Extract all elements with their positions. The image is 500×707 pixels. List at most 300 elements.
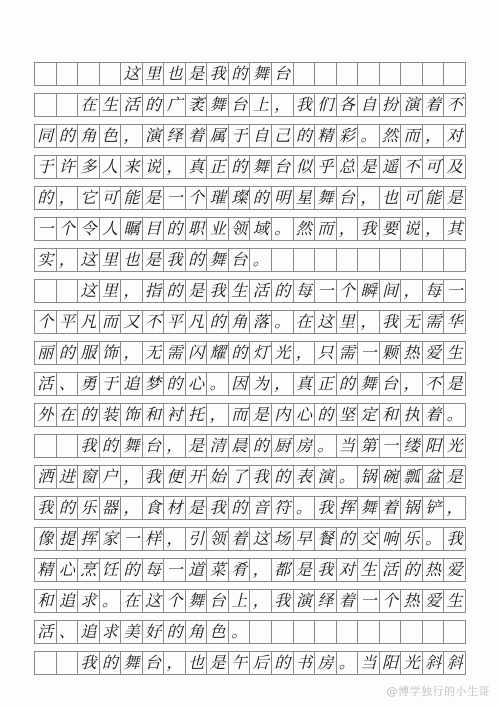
grid-cell: 一: [121, 528, 143, 550]
grid-cell: 于: [229, 125, 251, 147]
grid-cell: ，: [164, 156, 186, 178]
grid-cell: 舞: [121, 652, 143, 674]
grid-cell: 铲: [423, 497, 445, 519]
grid-cell: 可: [401, 187, 423, 209]
grid-cell: 的: [229, 497, 251, 519]
grid-cell: 璀: [207, 187, 229, 209]
grid-cell: 的: [229, 156, 251, 178]
grid-cell: [401, 249, 423, 271]
grid-cell: 它: [78, 187, 100, 209]
grid-cell: 而: [100, 311, 122, 333]
grid-cell: [358, 249, 380, 271]
grid-cell: ，: [423, 218, 445, 240]
grid-cell: 能: [423, 187, 445, 209]
grid-cell: 己: [272, 125, 294, 147]
grid-cell: 。: [272, 311, 294, 333]
grid-cell: [401, 621, 423, 643]
grid-cell: 响: [380, 528, 402, 550]
watermark: @博学独行的小生哥: [386, 685, 490, 698]
grid-cell: 心: [186, 373, 208, 395]
grid-cell: 不: [444, 94, 466, 116]
grid-cell: 我: [143, 466, 165, 488]
grid-cell: 也: [164, 63, 186, 85]
grid-cell: 台: [380, 373, 402, 395]
grid-cell: 烹: [78, 559, 100, 581]
grid-cell: 餐: [315, 528, 337, 550]
grid-cell: 是: [250, 404, 272, 426]
grid-cell: 演: [143, 125, 165, 147]
grid-cell: 。: [207, 373, 229, 395]
grid-cell: ，: [401, 280, 423, 302]
grid-cell: [337, 63, 359, 85]
grid-cell: 器: [100, 497, 122, 519]
grid-cell: 是: [186, 63, 208, 85]
grid-cell: 爱: [444, 559, 466, 581]
grid-cell: 求: [78, 590, 100, 612]
grid-cell: 真: [294, 373, 316, 395]
grid-cell: 其: [444, 218, 466, 240]
grid-cell: 无: [143, 342, 165, 364]
grid-cell: 能: [121, 187, 143, 209]
grid-cell: 活: [380, 559, 402, 581]
grid-cell: 在: [294, 311, 316, 333]
grid-cell: 又: [121, 311, 143, 333]
grid-cell: 彩: [337, 125, 359, 147]
grid-cell: 然: [294, 218, 316, 240]
grid-cell: 热: [401, 590, 423, 612]
grid-cell: 。: [294, 497, 316, 519]
grid-cell: 锅: [401, 497, 423, 519]
grid-cell: [380, 63, 402, 85]
grid-cell: 着: [186, 125, 208, 147]
grid-cell: 不: [143, 311, 165, 333]
grid-cell: 领: [229, 218, 251, 240]
grid-cell: 我: [78, 652, 100, 674]
grid-cell: 对: [444, 125, 466, 147]
grid-cell: 我: [207, 63, 229, 85]
grid-cell: 遥: [380, 156, 402, 178]
grid-cell: 衬: [164, 404, 186, 426]
grid-cell: [35, 280, 57, 302]
grid-cell: 美: [121, 621, 143, 643]
grid-cell: 的: [401, 559, 423, 581]
grid-cell: [423, 621, 445, 643]
grid-cell: 及: [444, 156, 466, 178]
grid-cell: [337, 621, 359, 643]
grid-cell: 活: [35, 373, 57, 395]
grid-cell: 颗: [380, 342, 402, 364]
grid-cell: 着: [423, 94, 445, 116]
grid-cell: 托: [186, 404, 208, 426]
grid-cell: 缕: [401, 435, 423, 457]
grid-cell: ，: [57, 187, 79, 209]
grid-cell: 我: [294, 94, 316, 116]
grid-cell: 道: [186, 559, 208, 581]
grid-cell: 而: [315, 218, 337, 240]
grid-cell: [315, 249, 337, 271]
grid-cell: 正: [207, 156, 229, 178]
grid-cell: 璨: [229, 187, 251, 209]
grid-cell: 着: [380, 497, 402, 519]
grid-cell: ，: [250, 559, 272, 581]
grid-cell: 我: [207, 280, 229, 302]
grid-cell: 活: [35, 621, 57, 643]
grid-cell: 一: [380, 435, 402, 457]
grid-cell: 的: [164, 280, 186, 302]
grid-cell: ，: [358, 187, 380, 209]
grid-cell: ，: [272, 94, 294, 116]
grid-cell: ，: [121, 466, 143, 488]
grid-cell: 是: [444, 187, 466, 209]
essay-line: [34, 651, 466, 675]
grid-cell: [57, 652, 79, 674]
grid-cell: 乐: [401, 528, 423, 550]
grid-cell: ，: [121, 497, 143, 519]
grid-cell: ，: [121, 280, 143, 302]
grid-cell: 。: [337, 466, 359, 488]
grid-cell: 乎: [315, 156, 337, 178]
grid-cell: 坚: [337, 404, 359, 426]
grid-cell: 角: [186, 621, 208, 643]
grid-cell: 追: [57, 590, 79, 612]
grid-cell: 这: [250, 528, 272, 550]
grid-cell: [250, 621, 272, 643]
grid-cell: 进: [57, 466, 79, 488]
grid-cell: 热: [401, 342, 423, 364]
grid-cell: 真: [186, 156, 208, 178]
grid-cell: 是: [186, 280, 208, 302]
grid-cell: 。: [272, 218, 294, 240]
grid-cell: 是: [143, 187, 165, 209]
grid-cell: 舞: [121, 435, 143, 457]
grid-cell: 符: [272, 497, 294, 519]
grid-cell: 上: [229, 590, 251, 612]
grid-cell: 厨: [272, 435, 294, 457]
grid-cell: 碗: [380, 466, 402, 488]
grid-cell: 是: [294, 559, 316, 581]
grid-cell: 光: [401, 652, 423, 674]
grid-cell: 晨: [229, 435, 251, 457]
grid-cell: 书: [294, 652, 316, 674]
grid-cell: 饪: [100, 559, 122, 581]
grid-cell: 广: [164, 94, 186, 116]
grid-cell: 当: [358, 652, 380, 674]
grid-cell: 和: [35, 590, 57, 612]
grid-cell: 绎: [164, 125, 186, 147]
grid-cell: 台: [229, 249, 251, 271]
essay-line: [34, 372, 466, 396]
grid-cell: 凡: [186, 311, 208, 333]
grid-cell: 开: [186, 466, 208, 488]
essay-line: [34, 465, 466, 489]
grid-cell: 我: [207, 497, 229, 519]
grid-cell: 个: [57, 218, 79, 240]
grid-cell: 爱: [423, 342, 445, 364]
grid-cell: 生: [444, 342, 466, 364]
grid-cell: 的: [100, 652, 122, 674]
grid-cell: 然: [380, 125, 402, 147]
grid-cell: 着: [423, 404, 445, 426]
grid-cell: [57, 435, 79, 457]
grid-cell: 一: [35, 218, 57, 240]
grid-cell: 服: [78, 342, 100, 364]
grid-cell: ，: [57, 249, 79, 271]
grid-cell: 也: [186, 652, 208, 674]
grid-cell: ，: [164, 528, 186, 550]
grid-cell: 是: [186, 497, 208, 519]
grid-cell: 个: [337, 280, 359, 302]
grid-paper: [34, 62, 466, 682]
grid-cell: 一: [358, 342, 380, 364]
grid-cell: [380, 249, 402, 271]
essay-line: [34, 620, 466, 644]
grid-cell: 个: [35, 311, 57, 333]
grid-cell: 午: [229, 652, 251, 674]
grid-cell: 像: [35, 528, 57, 550]
grid-cell: 职: [186, 218, 208, 240]
grid-cell: [100, 63, 122, 85]
grid-cell: [57, 280, 79, 302]
grid-cell: 材: [164, 497, 186, 519]
grid-cell: 对: [337, 559, 359, 581]
essay-line: [34, 434, 466, 458]
grid-cell: 舞: [250, 63, 272, 85]
grid-cell: [57, 94, 79, 116]
grid-cell: 房: [315, 652, 337, 674]
grid-cell: 瞩: [121, 218, 143, 240]
grid-cell: 里: [337, 311, 359, 333]
grid-cell: 活: [250, 280, 272, 302]
grid-cell: 个: [186, 187, 208, 209]
grid-cell: 明: [272, 187, 294, 209]
grid-cell: 执: [401, 404, 423, 426]
grid-cell: 属: [207, 125, 229, 147]
grid-cell: ，: [444, 497, 466, 519]
grid-cell: [444, 621, 466, 643]
grid-cell: 装: [100, 404, 122, 426]
grid-cell: [337, 249, 359, 271]
grid-cell: 。: [423, 528, 445, 550]
grid-cell: 舞: [250, 156, 272, 178]
grid-cell: 袤: [186, 94, 208, 116]
grid-cell: [380, 621, 402, 643]
grid-cell: 乐: [78, 497, 100, 519]
grid-cell: 食: [143, 497, 165, 519]
essay-line: [34, 403, 466, 427]
grid-cell: 我: [250, 466, 272, 488]
grid-cell: 于: [35, 156, 57, 178]
grid-cell: 瞬: [358, 280, 380, 302]
grid-cell: 指: [143, 280, 165, 302]
grid-cell: 洒: [35, 466, 57, 488]
grid-cell: 台: [337, 187, 359, 209]
grid-cell: 着: [337, 590, 359, 612]
grid-cell: 早: [294, 528, 316, 550]
grid-cell: 舞: [358, 373, 380, 395]
grid-cell: 这: [315, 311, 337, 333]
grid-cell: 一: [358, 590, 380, 612]
grid-cell: 的: [229, 63, 251, 85]
grid-cell: [294, 621, 316, 643]
grid-cell: 需: [423, 311, 445, 333]
grid-cell: 舞: [207, 249, 229, 271]
grid-cell: 似: [294, 156, 316, 178]
grid-cell: 便: [164, 466, 186, 488]
grid-cell: ，: [121, 342, 143, 364]
grid-cell: 我: [78, 435, 100, 457]
grid-cell: 个: [380, 590, 402, 612]
grid-cell: 的: [315, 404, 337, 426]
grid-cell: 台: [272, 63, 294, 85]
grid-cell: 自: [358, 94, 380, 116]
grid-cell: 菜: [207, 559, 229, 581]
grid-cell: 和: [143, 404, 165, 426]
grid-cell: 追: [121, 373, 143, 395]
essay-line: [34, 186, 466, 210]
grid-cell: 台: [143, 435, 165, 457]
grid-cell: 多: [78, 156, 100, 178]
grid-cell: 瓢: [401, 466, 423, 488]
grid-cell: [315, 63, 337, 85]
grid-cell: 清: [207, 435, 229, 457]
grid-cell: 勇: [78, 373, 100, 395]
grid-cell: 上: [250, 94, 272, 116]
grid-cell: 耀: [207, 342, 229, 364]
grid-cell: 一: [444, 280, 466, 302]
grid-cell: 领: [207, 528, 229, 550]
grid-cell: 内: [272, 404, 294, 426]
grid-cell: 说: [143, 156, 165, 178]
grid-cell: 里: [100, 280, 122, 302]
grid-cell: 色: [207, 621, 229, 643]
grid-cell: 来: [121, 156, 143, 178]
grid-cell: 的: [272, 652, 294, 674]
grid-cell: 的: [35, 187, 57, 209]
grid-cell: 扮: [380, 94, 402, 116]
grid-cell: [35, 435, 57, 457]
grid-cell: ，: [337, 218, 359, 240]
grid-cell: 第: [358, 435, 380, 457]
grid-cell: 的: [121, 559, 143, 581]
grid-cell: 的: [164, 218, 186, 240]
grid-cell: 一: [164, 187, 186, 209]
grid-cell: 房: [294, 435, 316, 457]
grid-cell: 我: [380, 311, 402, 333]
grid-cell: 于: [100, 373, 122, 395]
grid-cell: 平: [57, 311, 79, 333]
grid-cell: 。: [358, 125, 380, 147]
essay-line: [34, 279, 466, 303]
grid-cell: 落: [250, 311, 272, 333]
grid-cell: 华: [444, 311, 466, 333]
grid-cell: 肴: [229, 559, 251, 581]
grid-cell: 们: [315, 94, 337, 116]
grid-cell: 。: [444, 404, 466, 426]
grid-cell: 目: [143, 218, 165, 240]
grid-cell: ，: [272, 373, 294, 395]
grid-cell: 我: [35, 497, 57, 519]
grid-cell: ，: [401, 373, 423, 395]
grid-cell: 心: [294, 404, 316, 426]
grid-cell: 演: [315, 466, 337, 488]
grid-cell: 正: [315, 373, 337, 395]
grid-cell: 。: [100, 590, 122, 612]
grid-cell: 生: [444, 590, 466, 612]
grid-cell: 在: [121, 590, 143, 612]
essay-line: [34, 341, 466, 365]
grid-cell: 可: [100, 187, 122, 209]
grid-cell: 不: [423, 373, 445, 395]
grid-cell: 挥: [78, 528, 100, 550]
grid-cell: 的: [272, 466, 294, 488]
grid-cell: 斜: [444, 652, 466, 674]
grid-cell: 精: [35, 559, 57, 581]
grid-cell: 引: [186, 528, 208, 550]
essay-title-row: [34, 62, 466, 86]
grid-cell: 。: [315, 435, 337, 457]
grid-cell: 的: [250, 435, 272, 457]
grid-cell: [294, 63, 316, 85]
grid-cell: 闪: [186, 342, 208, 364]
grid-cell: 音: [250, 497, 272, 519]
grid-cell: ，: [294, 342, 316, 364]
grid-cell: 台: [207, 590, 229, 612]
grid-cell: 斜: [423, 652, 445, 674]
grid-cell: 我: [315, 497, 337, 519]
grid-cell: 人: [100, 218, 122, 240]
grid-cell: 生: [100, 94, 122, 116]
grid-cell: 锅: [358, 466, 380, 488]
grid-cell: 各: [337, 94, 359, 116]
grid-cell: 的: [57, 125, 79, 147]
grid-cell: 演: [401, 94, 423, 116]
grid-cell: 为: [250, 373, 272, 395]
grid-cell: ，: [207, 404, 229, 426]
grid-cell: 样: [143, 528, 165, 550]
grid-cell: [315, 621, 337, 643]
grid-cell: 每: [143, 559, 165, 581]
grid-cell: 同: [35, 125, 57, 147]
grid-cell: 心: [57, 559, 79, 581]
grid-cell: 。: [337, 652, 359, 674]
grid-cell: 提: [57, 528, 79, 550]
grid-cell: 的: [229, 342, 251, 364]
grid-cell: 盆: [423, 466, 445, 488]
grid-cell: 表: [294, 466, 316, 488]
grid-cell: 、: [57, 621, 79, 643]
grid-cell: 里: [143, 63, 165, 85]
grid-cell: 定: [358, 404, 380, 426]
essay-line: [34, 589, 466, 613]
grid-cell: 热: [423, 559, 445, 581]
grid-cell: 需: [337, 342, 359, 364]
grid-cell: 可: [423, 156, 445, 178]
grid-cell: 是: [444, 466, 466, 488]
grid-cell: 舞: [207, 94, 229, 116]
grid-cell: 求: [100, 621, 122, 643]
grid-cell: ，: [164, 652, 186, 674]
grid-cell: 是: [186, 435, 208, 457]
grid-cell: 这: [78, 280, 100, 302]
grid-cell: 绎: [315, 590, 337, 612]
grid-cell: 的: [143, 94, 165, 116]
grid-cell: 凡: [78, 311, 100, 333]
grid-cell: 后: [250, 652, 272, 674]
grid-cell: [358, 63, 380, 85]
grid-cell: 角: [78, 125, 100, 147]
essay-line: [34, 310, 466, 334]
grid-cell: 星: [294, 187, 316, 209]
